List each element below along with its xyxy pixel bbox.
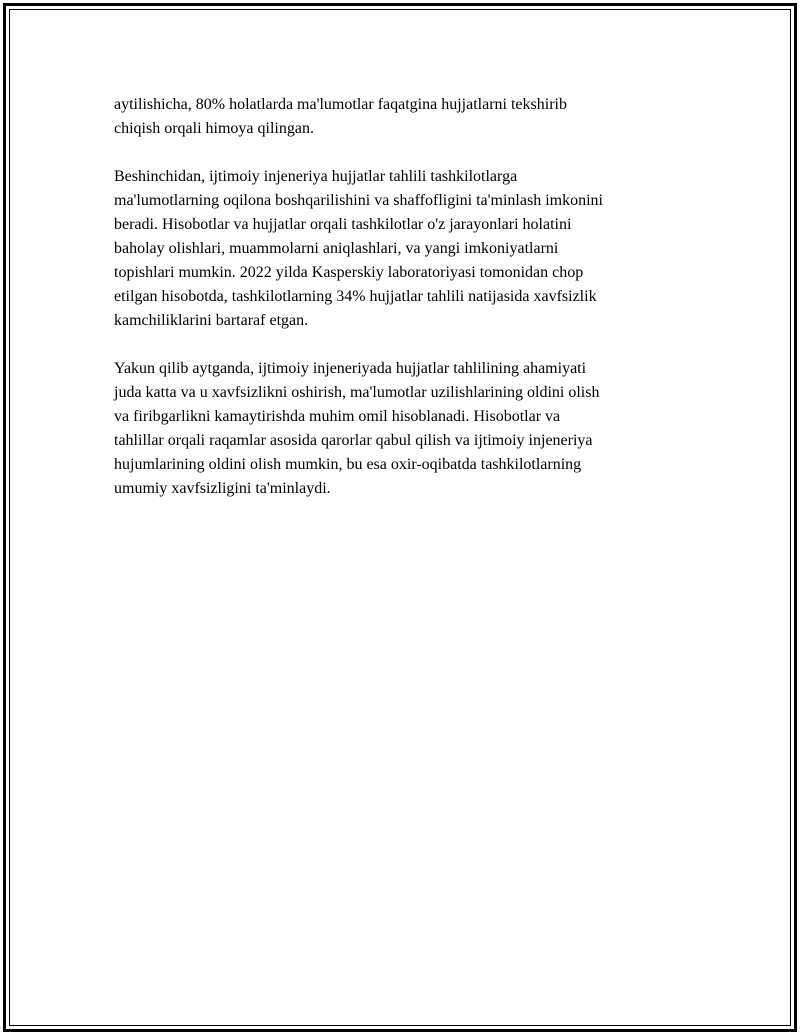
- paragraph-continuation: aytilishicha, 80% holatlarda ma'lumotlar faqatgina hujjatlarni tekshirib chiqish orqali himoya qilingan.: [114, 96, 567, 137]
- document-body: [114, 93, 682, 525]
- paragraph-conclusion: Yakun qilib aytganda, ijtimoiy injeneriyada hujjatlar tahlilining ahamiyati juda katta va u xavfsizlikni oshirish, ma'lumotlar uzilishlarining oldini olish va firibgarlikni kamaytirishda muhim omil hisoblanadi. Hisobotlar va tahlillar orqali raqamlar asosida qarorlar qabul qilish va ijtimoiy injeneriya hujumlarining oldini olish mumkin, bu esa oxir-oqibatda tashkilotlarning umumiy xavfsizligini ta'minlaydi.: [114, 360, 600, 497]
- paragraph-fifth-point: Beshinchidan, ijtimoiy injeneriya hujjatlar tahlili tashkilotlarga ma'lumotlarning oqilona boshqarilishini va shaffofligini ta'minlash imkonini beradi. Hisobotlar va hujjatlar orqali tashkilotlar o'z jarayonlari holatini baholay olishlari, muammolarni aniqlashlari, va yangi imkoniyatlarni topishlari mumkin. 2022 yilda Kasperskiy laboratoriyasi tomonidan chop etilgan hisobotda, tashkilotlarning 34% hujjatlar tahlili natijasida xavfsizlik kamchiliklarini bartaraf etgan.: [114, 168, 603, 329]
